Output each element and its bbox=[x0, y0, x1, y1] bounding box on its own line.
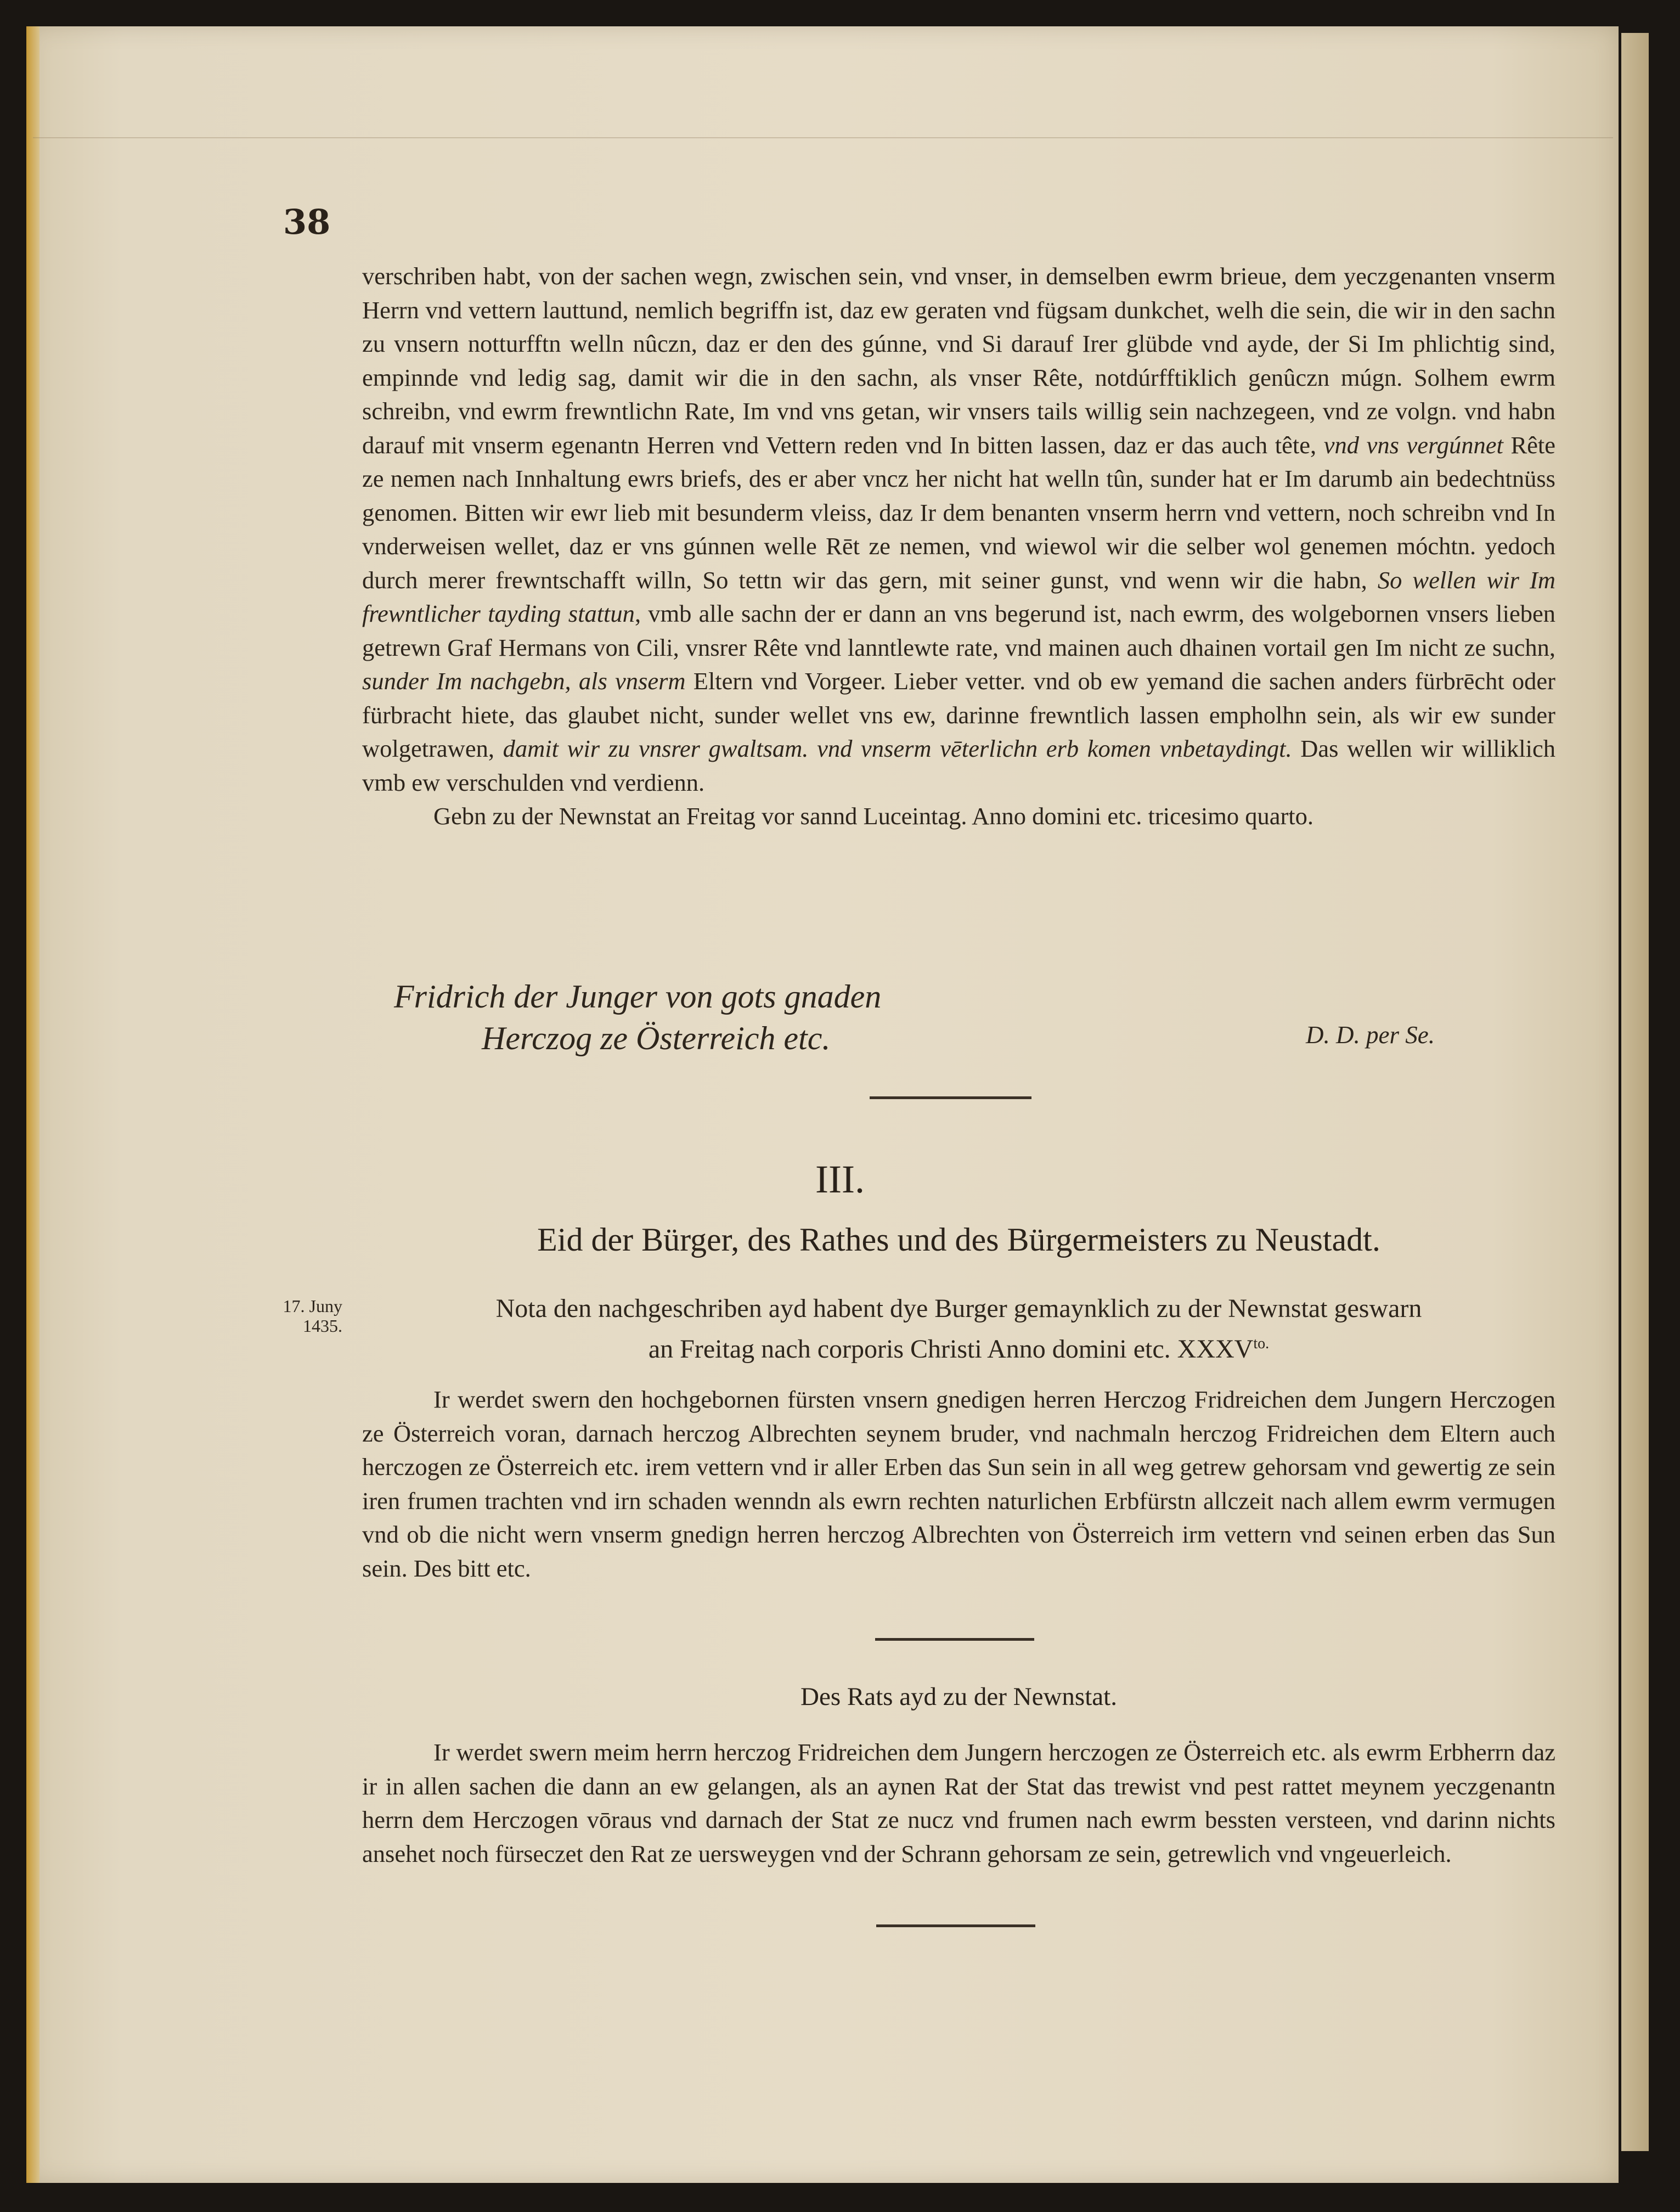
letter-text bbox=[362, 260, 1555, 834]
council-oath-heading: Des Rats ayd zu der Newnstat. bbox=[800, 1682, 1117, 1711]
text-run: Eltern vnd Vorgeer. Lieber vetter. vnd ob ew yemand die sachen anders fürbrēcht oder fürbracht hiete, das glaubet nicht, sunder wellet vns ew, darinne frewntlich lassen empholhn sein, als wir ew sunder wolgetrawen, bbox=[362, 667, 1555, 762]
next-page-edge bbox=[1621, 33, 1649, 2151]
text-run: Gebn zu der Newnstat an Freitag vor sannd Luceintag. Anno domini etc. tricesimo quarto. bbox=[433, 802, 1314, 830]
separator-rule bbox=[870, 1096, 1031, 1099]
signature-mark: D. D. per Se. bbox=[1306, 1021, 1435, 1049]
nota-line-2 bbox=[362, 1326, 1555, 1367]
italic-run: vnd vns vergúnnet bbox=[1323, 431, 1503, 459]
margin-date-day: 17. Juny bbox=[283, 1296, 342, 1316]
section-number: III. bbox=[815, 1157, 865, 1201]
burger-oath-text bbox=[362, 1383, 1555, 1585]
text-run: , vmb alle sachn der er dann an vns begerund ist, nach ewrm, des wolgebornen vnsers lieben getrewn Graf Hermans von Cili, vnsrer Rête vnd lanntlewte rate, vnd mainen auch dhainen vortail gen Im nicht ze suchn, bbox=[362, 600, 1556, 661]
italic-run: So wellen wir Im frewntlicher tayding stattun bbox=[362, 566, 1556, 627]
signature-line-2: Herczog ze Österreich etc. bbox=[482, 1020, 831, 1056]
separator-rule bbox=[876, 1924, 1035, 1927]
text-run: Ir werdet swern meim herrn herczog Fridreichen dem Jungern herczogen ze Österreich etc. als ewrm Erbherrn daz ir in allen sachen die dann an ew gelangen, als an aynen Rat der Stat das trewist vnd pest rattet meynem yeczgenantn herrn dem Herczogen vōraus vnd darnach der Stat ze nucz vnd frumen nach ewrm bessten versteen, vnd darinn nichts ansehet noch fürseczet den Rat ze uersweygen vnd der Schrann gehorsam ze sein, getrewlich vnd vngeuerleich. bbox=[362, 1738, 1555, 1867]
signature-line-1: Fridrich der Junger von gots gnaden bbox=[394, 978, 882, 1015]
paragraph bbox=[362, 1736, 1555, 1871]
page-gutter-edge bbox=[26, 26, 40, 2183]
nota-heading bbox=[362, 1291, 1555, 1367]
text-run: verschriben habt, von der sachen wegn, zwischen sein, vnd vnser, in demselben ewrm brieue, dem yeczgenanten vnserm Herrn vnd vettern lauttund, nemlich begriffn ist, daz ew geraten vnd fügsam dunkchet, welh die sein, die wir in den sachn zu vnsern notturfftn welln nûczn, daz er den des gúnne, vnd Si darauf Irer glübde vnd ayde, der Si Im phlichtig sind, empinnde vnd ledig sag, damit wir die in den sachn, als vnser Rête, notdúrfftiklich genûczn múgn. Solhem ewrm schreibn, vnd ewrm frewntlichn Rate, Im vnd vns getan, wir vnsers tails willig sein nachzegeen, vnd ze volgn. vnd habn darauf mit vnserm egenantn Herren vnd Vettern reden vnd In bitten lassen, daz er das auch tête, bbox=[362, 262, 1555, 459]
separator-rule bbox=[875, 1638, 1034, 1641]
section-heading: Eid der Bürger, des Rathes und des Bürgermeisters zu Neustadt. bbox=[537, 1222, 1380, 1258]
paragraph bbox=[362, 800, 1555, 834]
nota-line-2-text: an Freitag nach corporis Christi Anno domini etc. XXXV bbox=[648, 1335, 1254, 1364]
page-crease bbox=[33, 137, 1613, 138]
page-number: 38 bbox=[283, 202, 331, 242]
italic-run: damit wir zu vnsrer gwaltsam. vnd vnserm vēterlichn erb komen vnbetaydingt. bbox=[503, 735, 1292, 762]
text-run: Das wellen wir williklich vmb ew verschulden vnd verdienn. bbox=[362, 735, 1555, 796]
council-oath-text bbox=[362, 1736, 1555, 1871]
text-run: Ir werdet swern den hochgebornen fürsten vnsern gnedigen herren Herczog Fridreichen dem Jungern Herczogen ze Österreich voran, darnach herczog Albrechten seynem bruder, vnd nachmaln herczog Fridreichen dem Eltern auch herczogen ze Österreich etc. irem vettern vnd ir aller Erben das Sun sein in all weg getrew gehorsam vnd gewertig ze sein iren frumen trachten vnd irn schaden wenndn als ewrn rechten naturlichen Erbfürstn allczeit nach allem ewrm vermugen vnd ob die nicht wern vnserm gnedign herren herczog Albrechten von Österreich irm vettern vnd seinen erben das Sun sein. Des bitt etc. bbox=[362, 1386, 1555, 1582]
margin-date-year: 1435. bbox=[303, 1316, 342, 1336]
margin-date bbox=[255, 1296, 342, 1336]
nota-superscript: to. bbox=[1253, 1335, 1270, 1352]
italic-run: sunder Im nachgebn, als vnserm bbox=[362, 667, 686, 695]
paragraph bbox=[362, 260, 1555, 800]
nota-line-1: Nota den nachgeschriben ayd habent dye Burger gemaynklich zu der Newnstat geswarn bbox=[495, 1294, 1422, 1323]
paragraph bbox=[362, 1383, 1555, 1585]
text-run: Rête ze nemen nach Innhaltung ewrs briefs, des er aber vncz her nicht hat welln tûn, sunder hat er Im darumb ain bedechtnüss genomen. Bitten wir ewr lieb mit besunderm vleiss, daz Ir dem benanten vnserm herrn vnd vettern, noch schreibn vnd In vnderweisen wellet, daz er vns gúnnen welle Rēt ze nemen, vnd wiewol wir die selber wol genemen móchtn. yedoch durch merer frewntschafft willn, So tettn wir das gern, mit seiner gunst, vnd wenn wir die habn, bbox=[362, 431, 1555, 594]
